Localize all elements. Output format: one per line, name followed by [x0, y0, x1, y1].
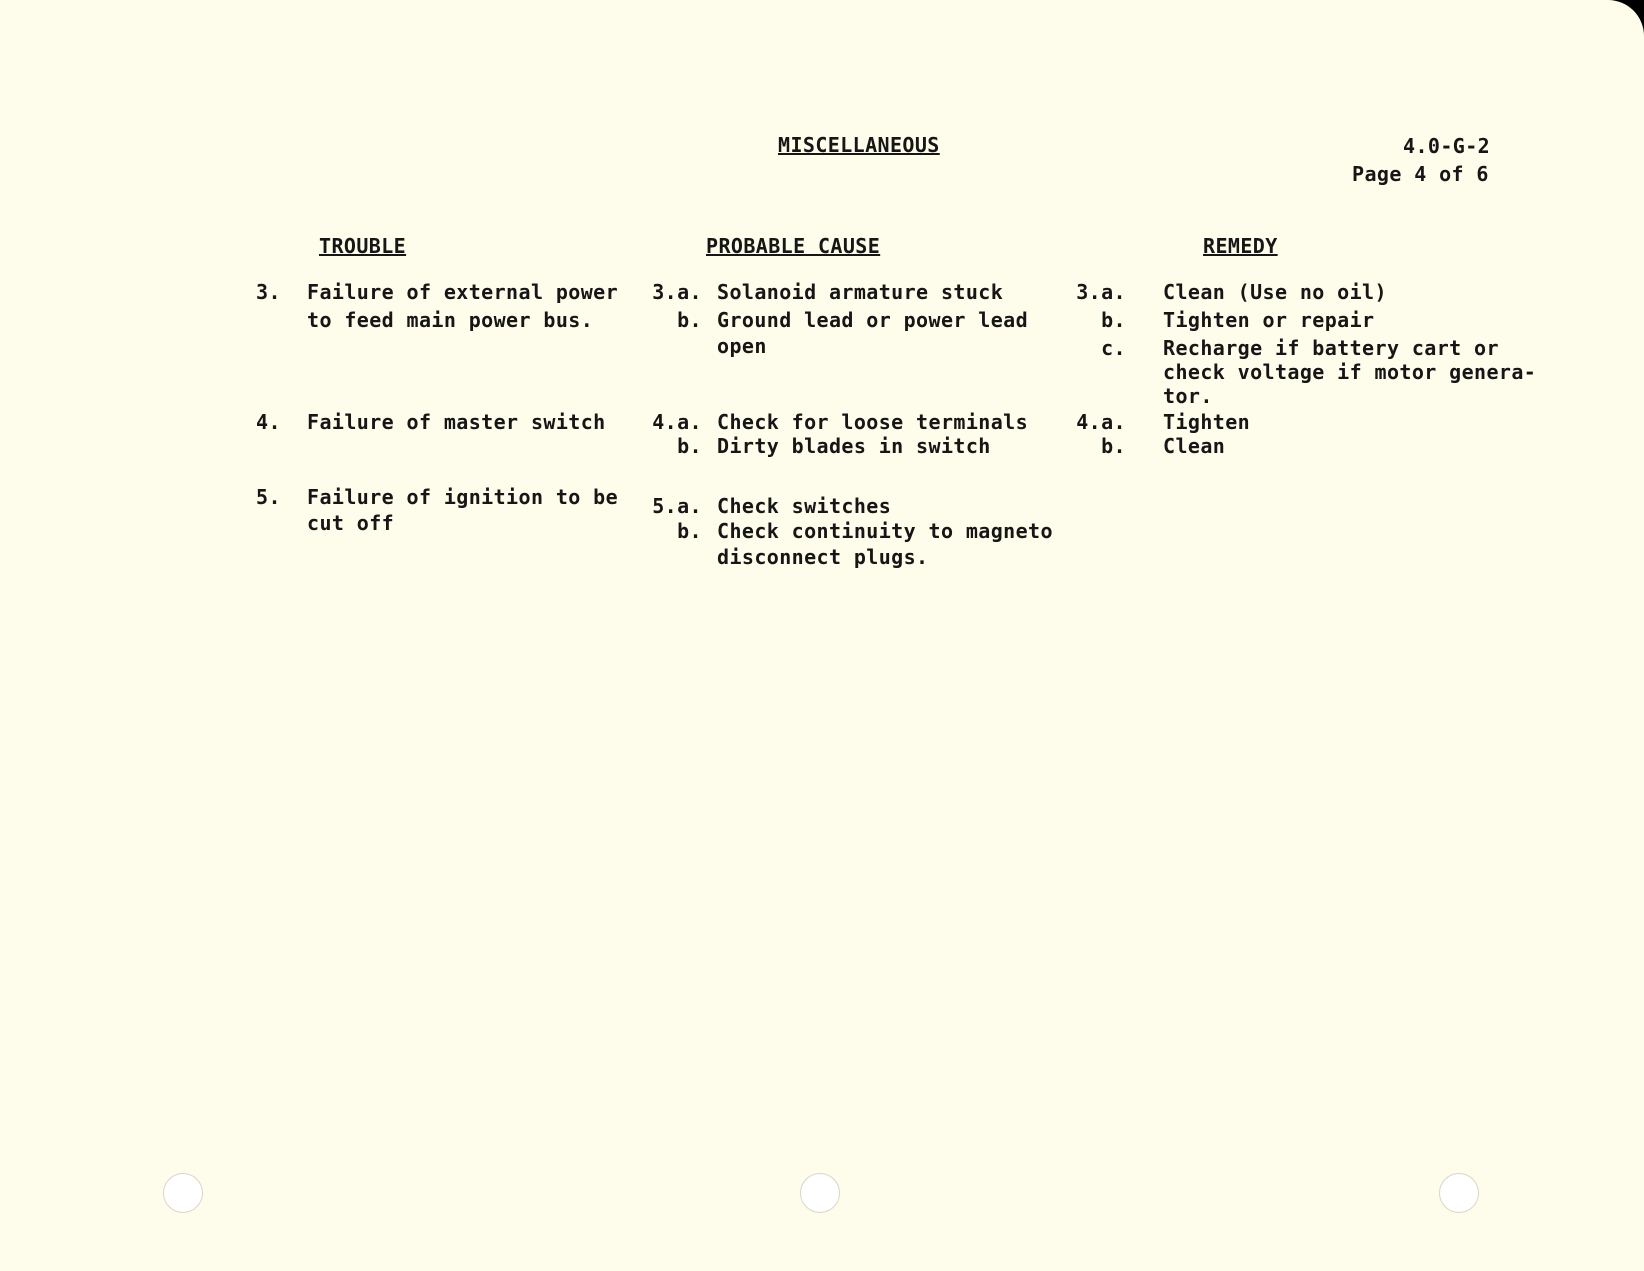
remedy-label: c. [1101, 336, 1126, 360]
cause-text: Check for loose terminals [717, 410, 1029, 434]
punch-hole-center [800, 1173, 840, 1213]
cause-text: Dirty blades in switch [717, 434, 991, 458]
remedy-text: tor. [1163, 384, 1213, 408]
cause-label: b. [677, 434, 702, 458]
remedy-text: Tighten or repair [1163, 308, 1375, 332]
trouble-text: Failure of ignition to be [307, 485, 619, 509]
page-title: MISCELLANEOUS [778, 133, 940, 157]
remedy-label: 4.a. [1076, 410, 1126, 434]
remedy-label: b. [1101, 308, 1126, 332]
cause-text: disconnect plugs. [717, 545, 929, 569]
row-number: 5. [256, 485, 281, 509]
cause-label: b. [677, 308, 702, 332]
row-number: 4. [256, 410, 281, 434]
punch-hole-left [163, 1173, 203, 1213]
trouble-text: to feed main power bus. [307, 308, 594, 332]
trouble-text: Failure of master switch [307, 410, 606, 434]
remedy-text: Clean [1163, 434, 1226, 458]
cause-text: Check continuity to magneto [717, 519, 1053, 543]
cause-text: Check switches [717, 494, 892, 518]
cause-label: b. [677, 519, 702, 543]
remedy-text: Recharge if battery cart or [1163, 336, 1499, 360]
remedy-label: b. [1101, 434, 1126, 458]
remedy-text: Clean (Use no oil) [1163, 280, 1387, 304]
cause-text: open [717, 334, 767, 358]
remedy-text: check voltage if motor genera- [1163, 360, 1537, 384]
column-header-remedy: REMEDY [1203, 234, 1278, 258]
column-header-trouble: TROUBLE [319, 234, 407, 258]
cause-label: 4.a. [652, 410, 702, 434]
column-header-cause: PROBABLE CAUSE [706, 234, 881, 258]
remedy-label: 3.a. [1076, 280, 1126, 304]
punch-hole-right [1439, 1173, 1479, 1213]
cause-label: 5.a. [652, 494, 702, 518]
trouble-text: Failure of external power [307, 280, 619, 304]
cause-text: Ground lead or power lead [717, 308, 1029, 332]
page-number: Page 4 of 6 [1352, 162, 1489, 186]
document-number: 4.0-G-2 [1403, 134, 1491, 158]
cause-label: 3.a. [652, 280, 702, 304]
cause-text: Solanoid armature stuck [717, 280, 1004, 304]
remedy-text: Tighten [1163, 410, 1251, 434]
row-number: 3. [256, 280, 281, 304]
trouble-text: cut off [307, 511, 395, 535]
